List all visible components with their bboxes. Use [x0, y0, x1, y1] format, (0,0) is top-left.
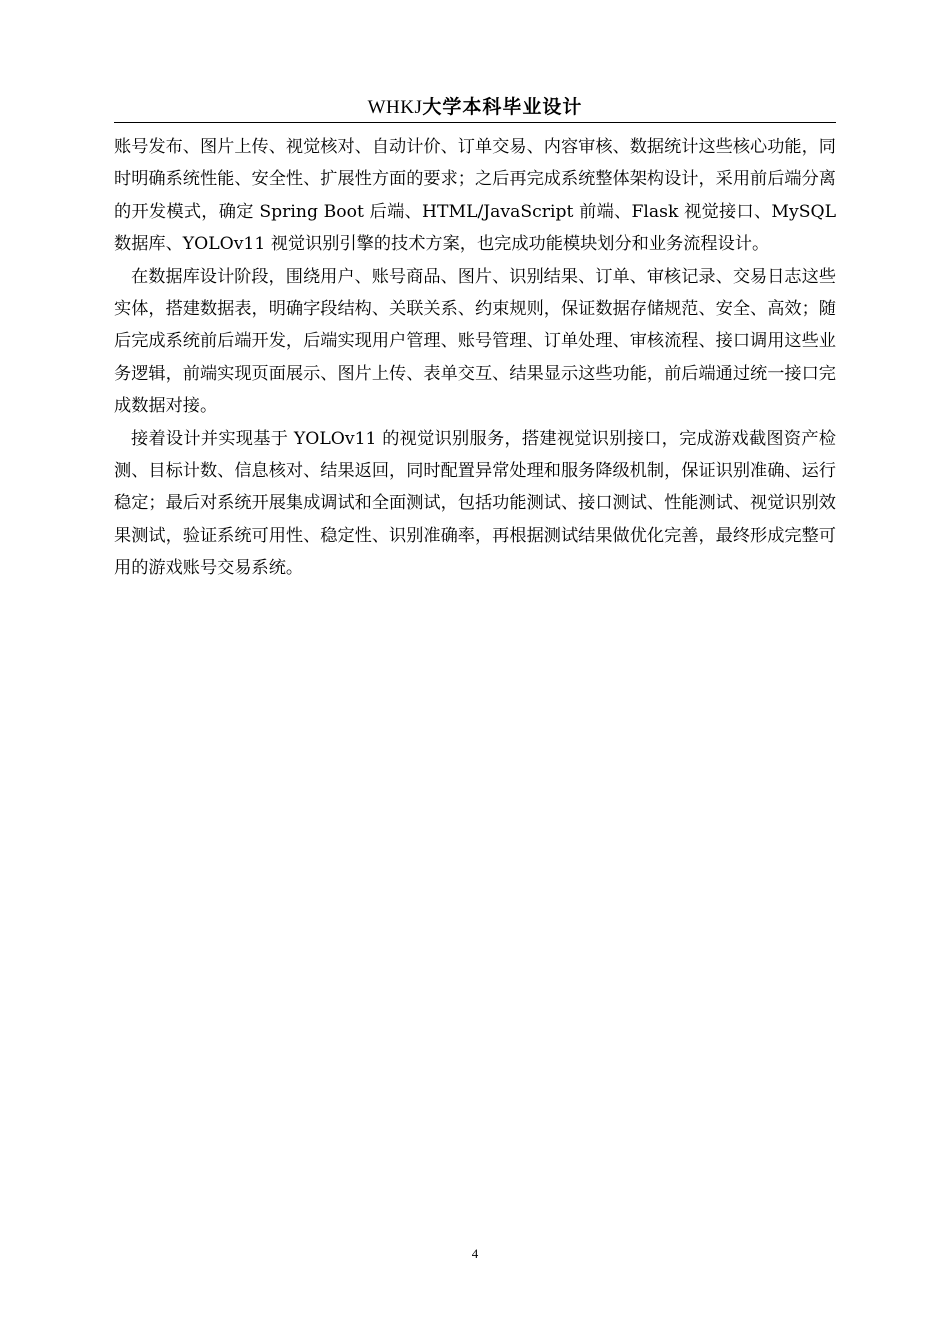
body-text: [114, 131, 836, 585]
paragraph-continuation: 账号发布、图片上传、视觉核对、自动计价、订单交易、内容审核、数据统计这些核心功能，同时明确系统性能、安全性、扩展性方面的要求；之后再完成系统整体架构设计，采用前后端分离的开发模式，确定 Spring Boot 后端、HTML/JavaScript 前端、Flask 视觉接口、MySQL 数据库、YOLOv11 视觉识别引擎的技术方案，也完成功能模块划分和业务流程设计。: [114, 137, 836, 255]
header-rule: [114, 122, 836, 123]
running-header: [114, 94, 836, 120]
paragraph-vision-service: 接着设计并实现基于 YOLOv11 的视觉识别服务，搭建视觉识别接口，完成游戏截图资产检测、目标计数、信息核对、结果返回，同时配置异常处理和服务降级机制，保证识别准确、运行稳定；最后对系统开展集成调试和全面测试，包括功能测试、接口测试、性能测试、视觉识别效果测试，验证系统可用性、稳定性、识别准确率，再根据测试结果做优化完善，最终形成完整可用的游戏账号交易系统。: [114, 428, 836, 579]
paragraph-database-design: 在数据库设计阶段，围绕用户、账号商品、图片、识别结果、订单、审核记录、交易日志这些实体，搭建数据表，明确字段结构、关联关系、约束规则，保证数据存储规范、安全、高效；随后完成系统前后端开发，后端实现用户管理、账号管理、订单处理、审核流程、接口调用这些业务逻辑，前端实现页面展示、图片上传、表单交互、结果显示这些功能，前后端通过统一接口完成数据对接。: [114, 266, 836, 417]
header-code: WHKJ: [367, 97, 423, 118]
header-title: 大学本科毕业设计: [422, 96, 583, 118]
page-number: 4: [471, 1246, 479, 1261]
